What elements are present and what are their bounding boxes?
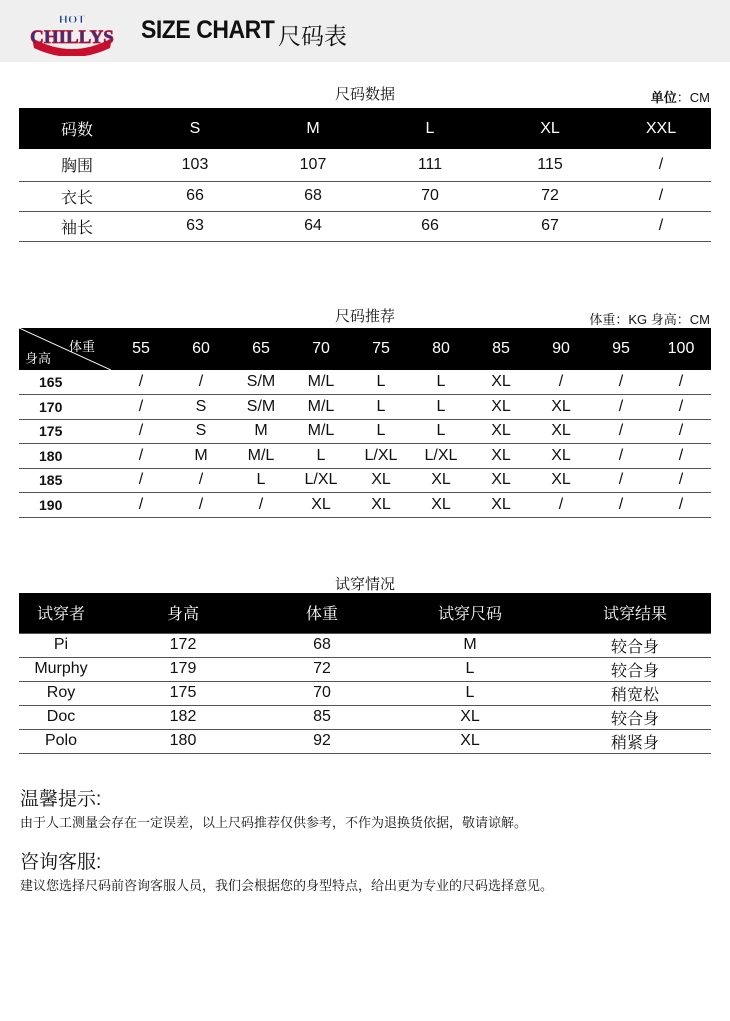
table-cell: 68 — [304, 187, 322, 204]
table-cell: / — [678, 397, 684, 415]
table-cell: 103 — [181, 155, 209, 173]
table-cell: / — [618, 373, 624, 390]
column-header: 试穿结果 — [602, 606, 667, 624]
page-title-cn: 尺码表 — [278, 23, 347, 49]
weight-header: 100 — [667, 340, 695, 357]
table-cell: XL — [551, 397, 571, 415]
table-cell: / — [678, 471, 684, 489]
table-cell: S/M — [246, 397, 276, 415]
tester-name: Murphy — [34, 660, 88, 677]
table-cell: M/L — [307, 397, 335, 415]
table-cell: / — [198, 373, 204, 390]
table-cell: XL — [491, 373, 511, 390]
table-cell: XL — [311, 495, 331, 513]
table-cell: L/XL — [364, 446, 398, 464]
column-header: 体重 — [305, 606, 338, 624]
column-header: 码数 — [60, 122, 93, 139]
tip-heading: 温馨提示: — [20, 789, 102, 810]
weight-header: 75 — [372, 340, 390, 357]
weight-header: 95 — [612, 340, 630, 357]
table-cell: / — [618, 422, 624, 440]
table-cell: / — [618, 446, 624, 464]
table-cell: XL — [491, 495, 511, 513]
table-cell: 111 — [417, 155, 443, 173]
table-cell: XL — [371, 471, 391, 489]
tester-name: Roy — [46, 684, 76, 701]
header-bar — [0, 0, 730, 62]
weight-header: 60 — [192, 340, 210, 357]
table-cell: L/XL — [304, 471, 338, 489]
table-cell: XL — [371, 495, 391, 513]
table-cell: / — [198, 495, 204, 513]
table-cell: / — [658, 155, 664, 173]
table-cell: 66 — [421, 217, 439, 234]
table-cell: 68 — [313, 636, 331, 653]
table-cell: S — [195, 422, 207, 440]
table-cell: M — [463, 636, 477, 653]
weight-header: 85 — [492, 340, 510, 357]
page-title: SIZE CHART — [141, 16, 275, 44]
table-cell: L — [436, 373, 446, 390]
tester-name: Polo — [44, 732, 78, 749]
service-heading: 咨询客服: — [20, 852, 102, 873]
table-cell: 72 — [541, 187, 559, 204]
height-label: 175 — [39, 423, 63, 440]
column-header: XXL — [645, 119, 677, 137]
height-label: 165 — [39, 374, 63, 390]
table-cell: / — [558, 373, 564, 390]
table-cell: L — [316, 446, 326, 464]
column-header: 试穿尺码 — [437, 606, 502, 624]
table-row — [19, 149, 711, 181]
table-cell: XL — [551, 471, 571, 489]
table-cell: 182 — [169, 708, 197, 725]
table-cell: 稍紧身 — [610, 734, 659, 752]
table-cell: M — [194, 446, 208, 464]
measure-label: 胸围 — [60, 158, 93, 176]
table-cell: 180 — [169, 732, 197, 749]
table-cell: M/L — [307, 422, 335, 440]
table-row — [19, 657, 711, 681]
table-cell: S/M — [246, 373, 276, 390]
corner-cell — [19, 328, 111, 370]
brand-logo-icon — [26, 8, 118, 56]
height-label: 180 — [39, 447, 63, 464]
table-cell: XL — [491, 446, 511, 464]
table-cell: 72 — [313, 660, 331, 677]
table-row — [19, 705, 711, 729]
table-cell: L — [376, 373, 386, 390]
table-cell: / — [658, 217, 664, 234]
logo-top-text: HOT — [58, 12, 86, 26]
table-row — [19, 493, 711, 518]
service-text: 建议您选择尺码前咨询客服人员，我们会根据您的身型特点，给出更为专业的尺码选择意见。 — [20, 878, 554, 893]
table-cell: / — [678, 495, 684, 513]
tryon-title: 试穿情况 — [334, 576, 395, 593]
table-row — [19, 370, 711, 395]
table-row — [19, 633, 711, 657]
table-cell: XL — [460, 732, 480, 749]
column-header: S — [189, 119, 201, 137]
height-label: 190 — [39, 496, 63, 513]
table-row — [19, 729, 711, 753]
table-cell: M — [254, 422, 268, 440]
table-cell: 64 — [304, 217, 322, 234]
table-cell: L/XL — [424, 446, 458, 464]
table-cell: / — [138, 397, 144, 415]
unit-label: 单位 — [650, 90, 677, 105]
table-row — [19, 444, 711, 469]
size-data-header-row — [19, 108, 711, 149]
weight-header: 70 — [312, 340, 330, 357]
table-cell: L — [465, 660, 475, 677]
table-cell: L — [376, 422, 386, 440]
table-cell: XL — [491, 471, 511, 489]
weight-header: 90 — [552, 340, 570, 357]
table-row — [19, 419, 711, 444]
table-cell: / — [658, 187, 664, 204]
table-cell: XL — [491, 397, 511, 415]
table-cell: XL — [431, 471, 451, 489]
table-cell: 107 — [299, 155, 327, 173]
table-cell: 较合身 — [610, 662, 659, 680]
column-header: L — [425, 119, 435, 137]
unit-value: ：CM — [676, 90, 710, 105]
table-cell: XL — [551, 422, 571, 440]
table-cell: 稍宽松 — [610, 686, 659, 704]
recommend-title: 尺码推荐 — [334, 308, 395, 325]
table-cell: 70 — [421, 187, 439, 204]
size-data-unit — [651, 87, 710, 106]
table-cell: / — [678, 422, 684, 440]
tester-name: Doc — [46, 708, 76, 725]
table-cell: L — [436, 422, 446, 440]
tester-name: Pi — [53, 636, 69, 653]
table-cell: 较合身 — [610, 638, 659, 656]
column-header: 试穿者 — [36, 606, 85, 624]
recommend-unit: 体重：KG 身高：CM — [589, 312, 710, 327]
size-recommend-table — [19, 328, 711, 518]
height-label: 170 — [39, 398, 63, 415]
brand-logo — [26, 8, 118, 56]
size-data-title: 尺码数据 — [334, 86, 395, 103]
measure-label: 衣长 — [60, 189, 93, 207]
weight-header: 80 — [432, 340, 450, 357]
table-cell: 115 — [537, 155, 563, 173]
corner-weight-label: 体重 — [68, 339, 95, 354]
table-cell: L — [436, 397, 446, 415]
table-cell: / — [618, 495, 624, 513]
tip-text: 由于人工测量会存在一定误差，以上尺码推荐仅供参考，不作为退换货依据，敬请谅解。 — [20, 815, 528, 830]
recommend-header-row — [19, 328, 711, 370]
height-label: 185 — [39, 472, 63, 489]
table-row — [19, 395, 711, 420]
table-row — [19, 181, 711, 211]
logo-main-text: CHILLYS — [30, 27, 114, 48]
column-header: M — [306, 119, 320, 137]
table-cell: / — [558, 495, 564, 513]
table-cell: 66 — [186, 187, 204, 204]
size-data-table — [19, 108, 711, 242]
tryon-table — [19, 593, 711, 754]
table-cell: M/L — [307, 373, 335, 390]
table-cell: / — [138, 422, 144, 440]
table-cell: L — [376, 397, 386, 415]
table-cell: / — [138, 373, 144, 390]
column-header: XL — [540, 119, 560, 137]
table-cell: / — [678, 446, 684, 464]
table-cell: / — [618, 471, 624, 489]
table-cell: / — [138, 471, 144, 489]
table-cell: 92 — [313, 732, 331, 749]
tryon-header-row — [19, 593, 711, 633]
table-cell: XL — [551, 446, 571, 464]
weight-header: 65 — [252, 340, 270, 357]
table-cell: / — [678, 373, 684, 390]
table-cell: 172 — [169, 636, 197, 653]
table-cell: / — [138, 495, 144, 513]
table-cell: / — [618, 397, 624, 415]
table-cell: / — [258, 495, 264, 513]
table-cell: XL — [491, 422, 511, 440]
measure-label: 袖长 — [60, 219, 93, 237]
table-row — [19, 211, 711, 241]
table-cell: 63 — [186, 217, 204, 234]
table-cell: 70 — [313, 684, 331, 701]
weight-header: 55 — [132, 340, 150, 357]
column-header: 身高 — [166, 606, 199, 624]
table-cell: / — [198, 471, 204, 489]
table-cell: 85 — [313, 708, 331, 725]
table-cell: XL — [431, 495, 451, 513]
table-cell: 179 — [169, 660, 197, 677]
table-cell: M/L — [247, 446, 275, 464]
table-row — [19, 468, 711, 493]
table-cell: XL — [460, 708, 480, 725]
table-cell: 67 — [541, 217, 559, 234]
table-cell: L — [465, 684, 475, 701]
table-cell: / — [138, 446, 144, 464]
table-cell: S — [195, 397, 207, 415]
table-row — [19, 681, 711, 705]
corner-height-label: 身高 — [25, 351, 52, 366]
table-cell: 较合身 — [610, 710, 659, 728]
table-cell: L — [256, 471, 266, 489]
table-cell: 175 — [169, 684, 197, 701]
